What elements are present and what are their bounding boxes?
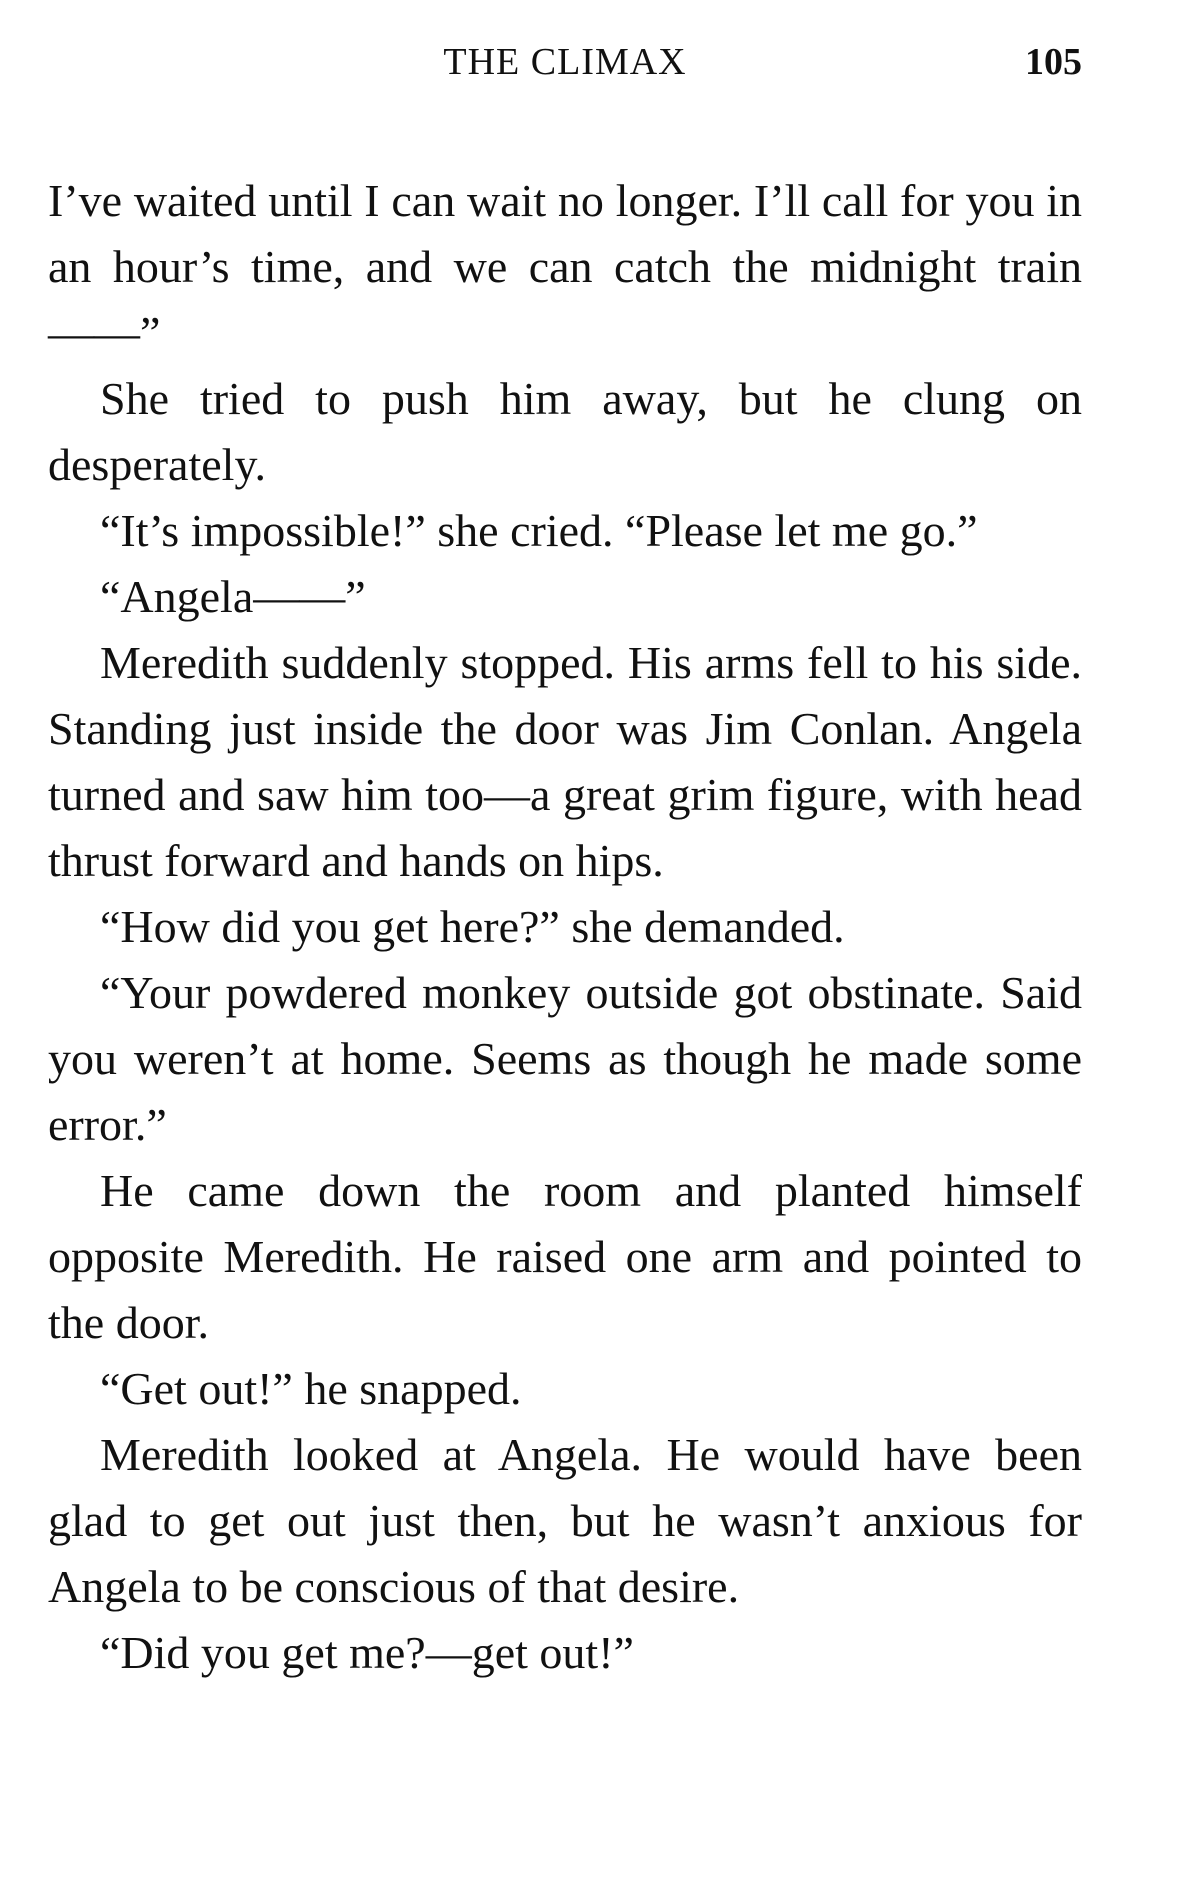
running-header (48, 40, 1082, 100)
paragraph: She tried to push him away, but he clung on desperately. (48, 373, 1082, 490)
body-text (48, 168, 1082, 1686)
paragraph: “How did you get here?” she demanded. (100, 901, 845, 952)
paragraph: “It’s impossible!” she cried. “Please let me go.” (100, 505, 978, 556)
paragraph: He came down the room and planted himself opposite Meredith. He raised one arm and pointed to the door. (48, 1165, 1082, 1348)
paragraph: “Did you get me?—get out!” (100, 1627, 634, 1678)
paragraph: “Get out!” he snapped. (100, 1363, 522, 1414)
book-page (48, 40, 1082, 1686)
paragraph: Meredith suddenly stopped. His arms fell to his side. Standing just inside the door was Jim Conlan. Angela turned and saw him too—a great grim figure, with head thrust forward and hands on hips. (48, 637, 1082, 886)
page-number: 105 (1025, 41, 1082, 83)
paragraph: “Angela——” (100, 571, 366, 622)
paragraph: Meredith looked at Angela. He would have been glad to get out just then, but he wasn’t anxious for Angela to be conscious of that desire. (48, 1429, 1082, 1612)
running-title: THE CLIMAX (443, 41, 687, 83)
paragraph-continued: I’ve waited until I can wait no longer. I’ll call for you in an hour’s time, and we can catch the midnight train——” (48, 175, 1082, 358)
paragraph: “Your powdered monkey outside got obstinate. Said you weren’t at home. Seems as though he made some error.” (48, 967, 1082, 1150)
